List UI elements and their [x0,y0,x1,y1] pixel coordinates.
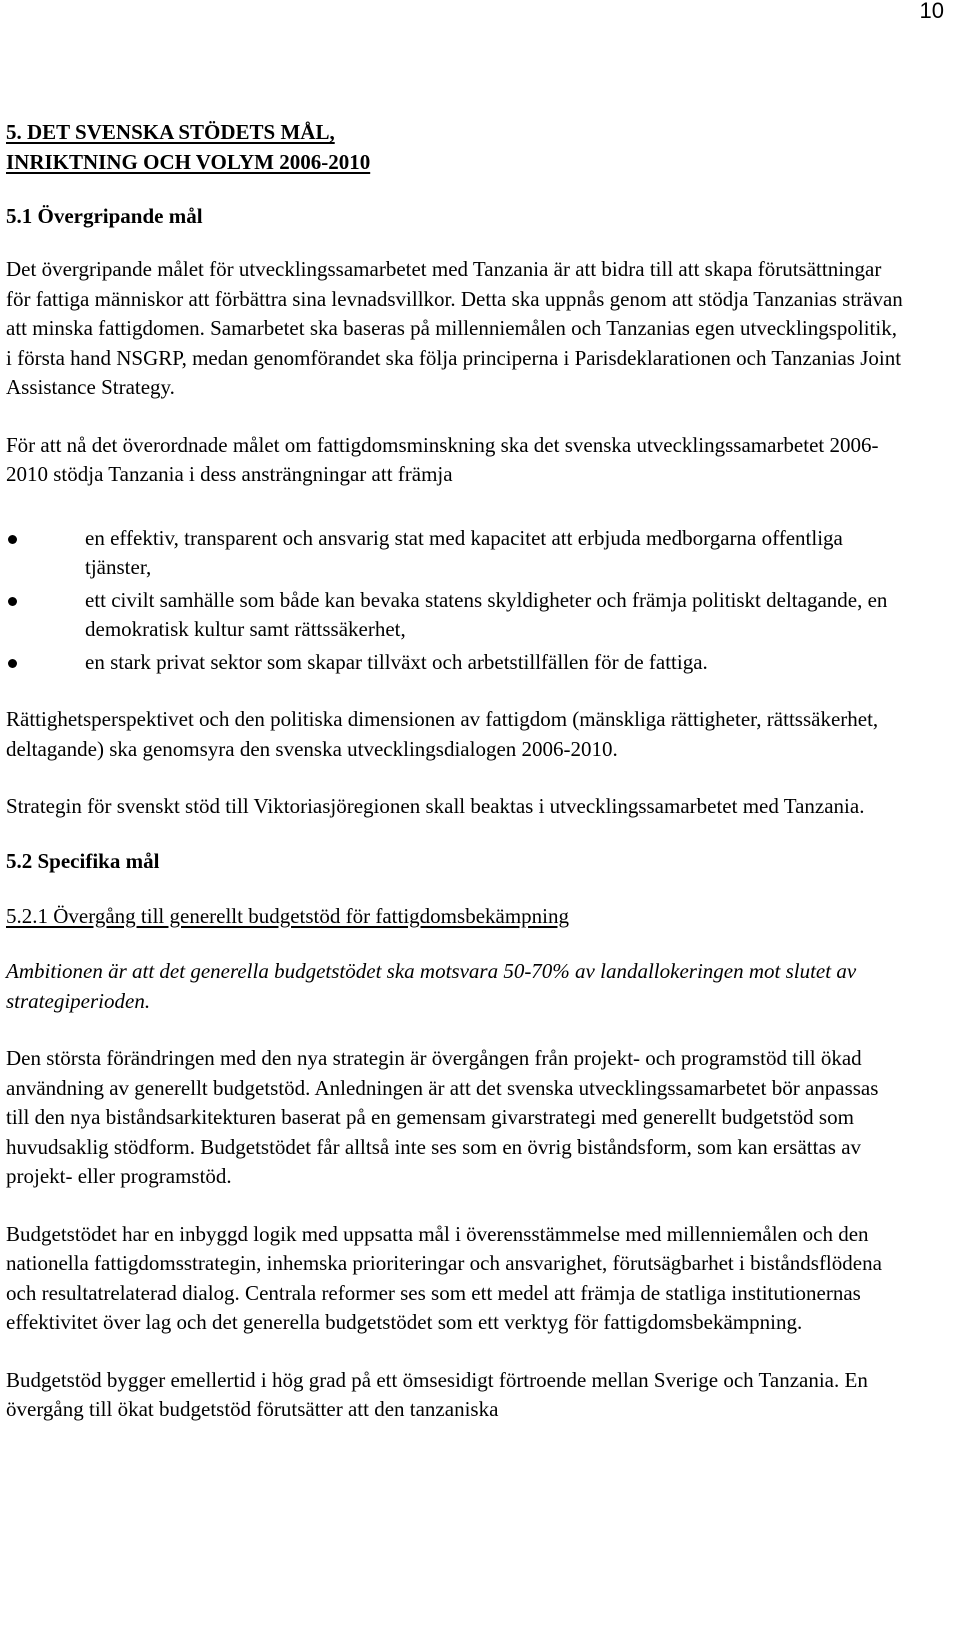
chapter-heading-line-1: 5. DET SVENSKA STÖDETS MÅL, [6,120,335,144]
goal-bullet-list [6,524,906,678]
page-number: 10 [919,0,944,23]
list-item [6,524,906,583]
paragraph-built-in-logic: Budgetstödet har en inbyggd logik med uppsatta mål i överensstämmelse med millenniemålen och den nationella fattigdomsstrategin, inhemska prioriteringar och ansvarighet, förutsägbarhet i biståndsflödena och resultatrelaterad dialog. Centrala reformer ses som ett medel att främja de statliga institutionernas effektivitet över lag och det generella budgetstödet som ett verktyg för fattigdomsbekämpning. [6,1221,882,1334]
list-item-text: en stark privat sektor som skapar tillväxt och arbetstillfällen för de fattiga. [85,649,708,674]
bullet-icon [8,659,17,668]
paragraph-rights-perspective: Rättighetsperspektivet och den politiska dimensionen av fattigdom (mänskliga rättigheter, rättssäkerhet, deltagande) ska genomsyra den svenska utvecklingsdialogen 2006-2010. [6,707,879,761]
bullet-icon [8,535,17,544]
list-item [6,586,906,645]
section-heading-5-2: 5.2 Specifika mål [6,848,160,873]
section-heading-5-1: 5.1 Övergripande mål [6,204,203,228]
subsection-heading-5-2-1: 5.2.1 Övergång till generellt budgetstöd för fattigdomsbekämpning [6,903,570,928]
bullet-icon [8,597,17,606]
list-item-text: ett civilt samhälle som både kan bevaka statens skyldigheter och främja politiskt deltagande, en demokratisk kultur samt rättssäkerhet, [85,587,888,641]
list-item [6,648,906,678]
paragraph-poverty-reduction: För att nå det överordnade målet om fattigdomsminskning ska det svenska utvecklingssamarbetet 2006-2010 stödja Tanzania i dess ansträngningar att främja [6,432,879,486]
chapter-heading [6,117,906,177]
paragraph-mutual-trust: Budgetstöd bygger emellertid i hög grad på ett ömsesidigt förtroende mellan Sverige och Tanzania. En övergång till ökat budgetstöd förutsätter att den tanzaniska [6,1367,868,1421]
list-item-text: en effektiv, transparent och ansvarig stat med kapacitet att erbjuda medborgarna offentliga tjänster, [85,525,843,579]
paragraph-largest-change: Den största förändringen med den nya strategin är övergången från projekt- och programstöd till ökad användning av generellt budgetstöd. Anledningen är att det svenska utvecklingssamarbetet bör anpassas till den nya biståndsarkitekturen baserat på en gemensam givarstrategi med generellt budgetstöd som huvudsaklig stödform. Budgetstödet får alltså inte ses som en övrig biståndsform, som kan ersättas av projekt- eller programstöd. [6,1046,879,1188]
paragraph-lake-victoria-strategy: Strategin för svenskt stöd till Viktoriasjöregionen skall beaktas i utvecklingssamarbetet med Tanzania. [6,794,865,818]
document-body [6,117,906,1425]
paragraph-budget-support-ambition: Ambitionen är att det generella budgetstödet ska motsvara 50-70% av landallokeringen mot slutet av strategiperioden. [6,959,857,1013]
chapter-heading-line-2: INRIKTNING OCH VOLYM 2006-2010 [6,150,371,174]
paragraph-overall-goal: Det övergripande målet för utvecklingssamarbetet med Tanzania är att bidra till att skapa förutsättningar för fattiga människor att förbättra sina levnadsvillkor. Detta ska uppnås genom att stödja Tanzanias strävan att minska fattigdomen. Samarbetet ska baseras på millenniemålen och Tanzanias egen utvecklingspolitik, i första hand NSGRP, medan genomförandet ska följa principerna i Parisdeklarationen och Tanzanias Joint Assistance Strategy. [6,257,903,399]
